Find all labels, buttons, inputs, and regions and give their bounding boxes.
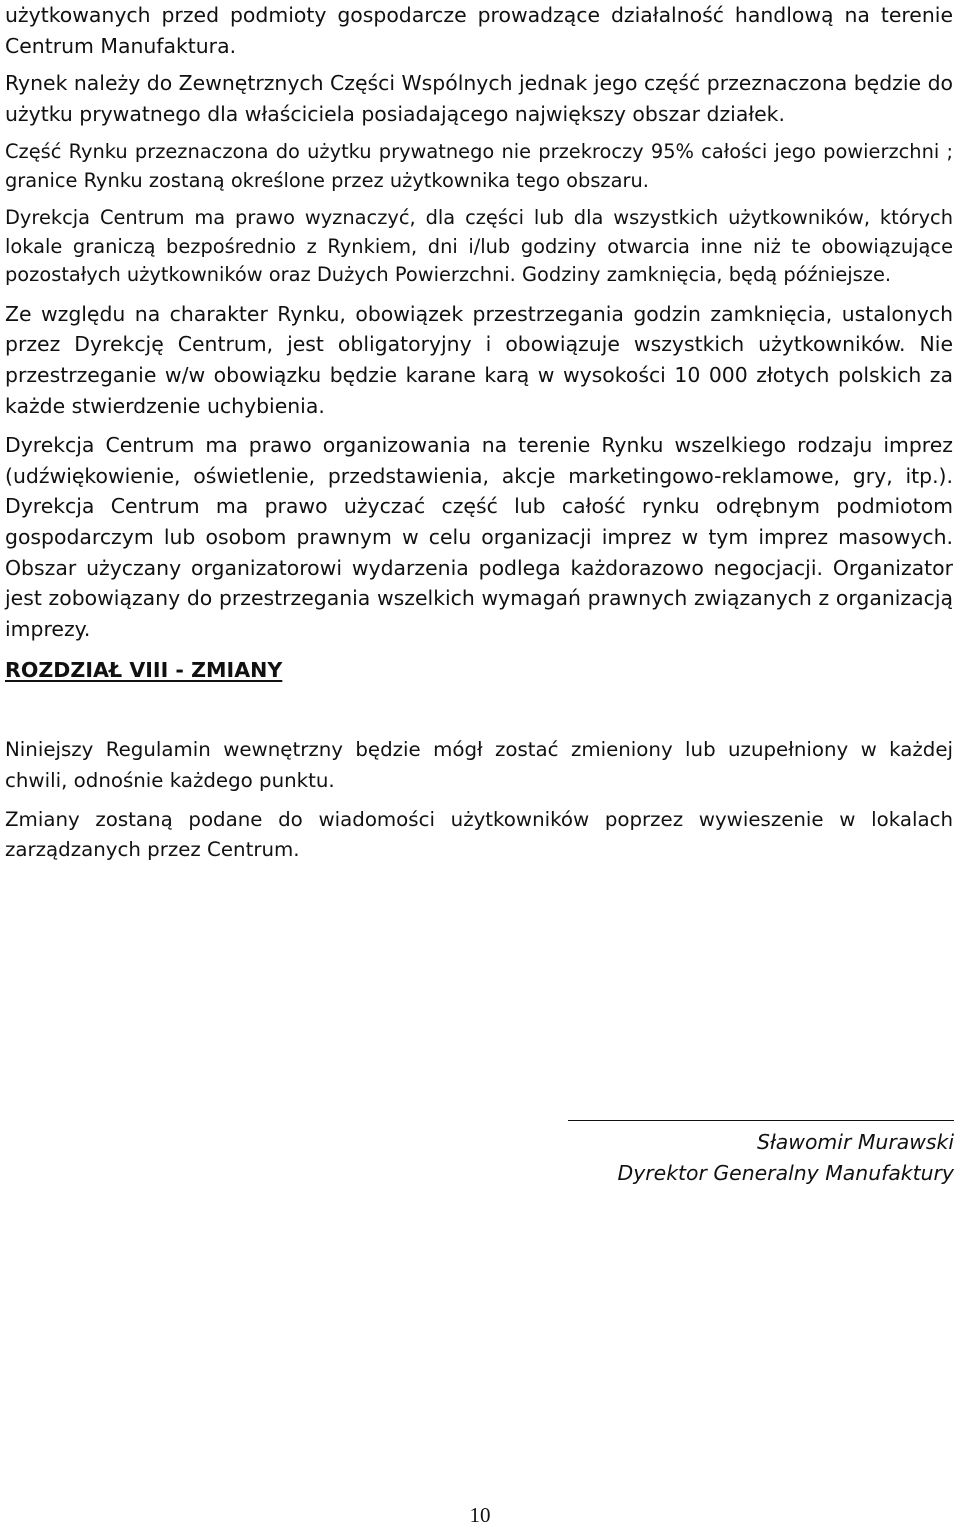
paragraph-private-use-limit: Część Rynku przeznaczona do użytku prywatnego nie przekroczy 95% całości jego powierzchni ; granice Rynku zostaną określone przez użytkownika tego obszaru.	[5, 140, 953, 192]
paragraph-events: Dyrekcja Centrum ma prawo organizowania na terenie Rynku wszelkiego rodzaju imprez (udźwiękowienie, oświetlenie, przedstawienia, akcje marketingowo-reklamowe, gry, itp.). Dyrekcja Centrum ma prawo użyczać część lub całość rynku odrębnym podmiotom gospodarczym lub osobom prawnym w celu organizacji imprez w tym imprez masowych. Obszar użyczany organizatorowi wydarzenia podlega każdorazowo negocjacji. Organizator jest zobowiązany do przestrzegania wszelkich wymagań prawnych związanych z organizacją imprezy.	[5, 433, 953, 641]
signature-block	[568, 1120, 954, 1188]
document-page	[5, 0, 953, 865]
paragraph-market-ownership: Rynek należy do Zewnętrznych Części Wspólnych jednak jego część przeznaczona będzie do użytku prywatnego dla właściciela posiadającego największy obszar działek.	[5, 71, 953, 126]
paragraph-opening-hours: Dyrekcja Centrum ma prawo wyznaczyć, dla części lub dla wszystkich użytkowników, których lokale graniczą bezpośrednio z Rynkiem, dni i/lub godziny otwarcia inne niż te obowiązujące pozostałych użytkowników oraz Dużych Powierzchni. Godziny zamknięcia, będą późniejsze.	[5, 206, 953, 287]
paragraph-regulation-changes: Niniejszy Regulamin wewnętrzny będzie mógł zostać zmieniony lub uzupełniony w każdej chwili, odnośnie każdego punktu.	[5, 738, 953, 792]
signature-line	[568, 1120, 954, 1121]
paragraph-continuation: użytkowanych przed podmioty gospodarcze prowadzące działalność handlową na terenie Centrum Manufaktura.	[5, 3, 953, 58]
section-heading-changes: ROZDZIAŁ VIII - ZMIANY	[5, 658, 283, 683]
paragraph-change-notice: Zmiany zostaną podane do wiadomości użytkowników poprzez wywieszenie w lokalach zarządzanych przez Centrum.	[5, 807, 953, 861]
signatory-name: Sławomir Murawski	[756, 1130, 954, 1154]
page-number: 10	[469, 1503, 491, 1527]
paragraph-closing-hours-obligation: Ze względu na charakter Rynku, obowiązek przestrzegania godzin zamknięcia, ustalonych przez Dyrekcję Centrum, jest obligatoryjny i obowiązuje wszystkich użytkowników. Nie przestrzeganie w/w obowiązku będzie karane karą w wysokości 10 000 złotych polskich za każde stwierdzenie uchybienia.	[5, 301, 953, 418]
signatory-title: Dyrektor Generalny Manufaktury	[617, 1160, 954, 1185]
